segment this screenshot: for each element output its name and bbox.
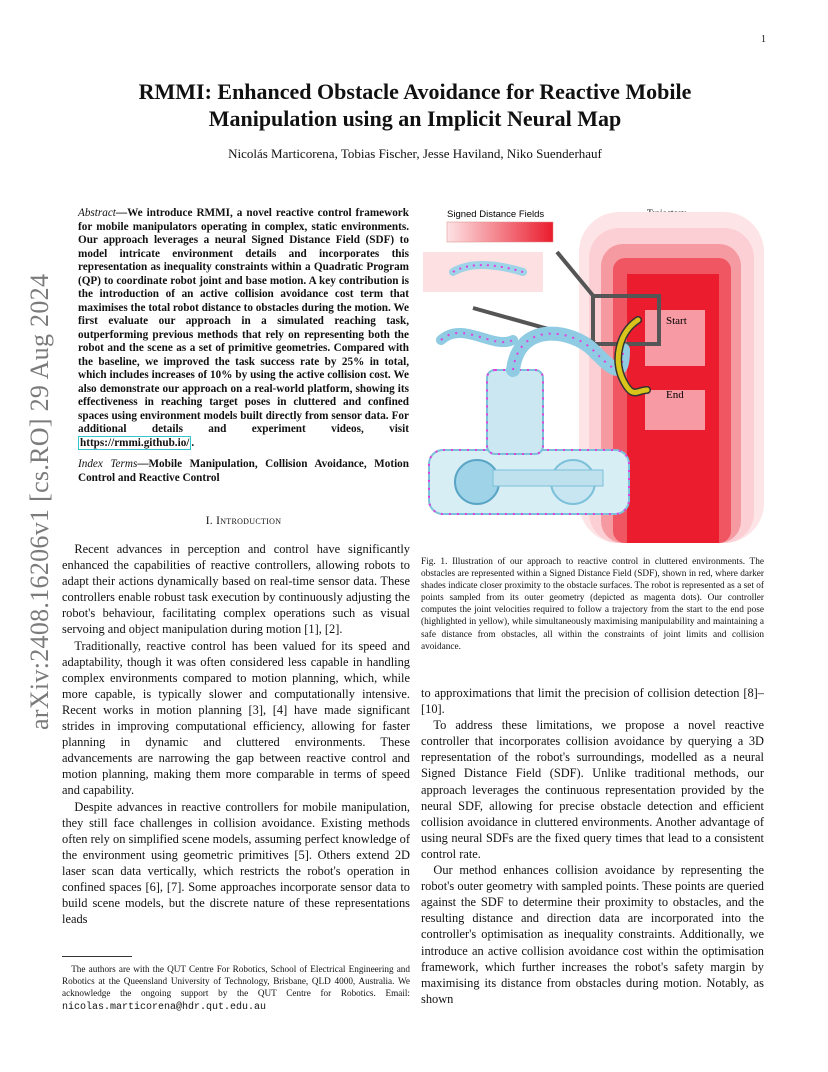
authors: Nicolás Marticorena, Tobias Fischer, Jesse Haviland, Niko Suenderhauf — [228, 146, 602, 161]
index-terms — [78, 458, 409, 485]
legend-sdf-swatch — [447, 222, 553, 242]
paragraph: Despite advances in reactive controllers for mobile manipulation, they still face challenges in collision avoidance. Existing methods often rely on simplified scene models, assuming perfect knowledge of the environment using geometric primitives [5]. Others extend 2D laser scan data vertically, which restricts the robot's operation in confined spaces [6], [7]. Some approaches incorporate sensor data to build scene models, but the discrete nature of these representations leads — [62, 799, 410, 927]
abstract-label: Abstract — [78, 207, 116, 219]
paragraph: Recent advances in perception and control have significantly enhanced the capabilities of reactive controllers, allowing robots to adapt their actions dynamically based on real-time sensor data. These controllers enable robust task execution by continuously adjusting the robot's behaviour, facilitating complex operations such as visual servoing and object manipulation during motion [1], [2]. — [62, 542, 410, 637]
robot-base-rail — [493, 470, 603, 486]
paragraph: To address these limitations, we propose a novel reactive controller that incorporates collision avoidance by querying a 3D representation of the robot's surroundings, modelled as a neural Signed Distance Field (SDF). Unlike traditional methods, our approach leverages the continuous representation provided by the neural SDF, allowing for precise obstacle detection and efficient collision avoidance in cluttered environments. Another advantage of using neural SDFs are the fixed query times that lead to a consistent control rate. — [421, 718, 764, 861]
section-heading: I. Introduction — [205, 515, 282, 527]
robot-base-wheel — [455, 460, 499, 504]
footnote-email[interactable]: nicolas.marticorena@hdr.qut.edu.au — [62, 1001, 267, 1013]
title-line-1: RMMI: Enhanced Obstacle Avoidance for Reactive Mobile — [138, 79, 692, 104]
paragraph: Traditionally, reactive control has been valued for its speed and adaptability, though it was often considered less capable in handling complex environments compared to motion planning, which, while more capable, is typically slower and computationally intensive. Recent works in motion planning [3], [4] have made significant strides in improving computational efficiency, allowing for faster planning in dynamic and cluttered environments. These advancements are narrowing the gap between reactive control and motion planning, making them more comparable in terms of speed and capability. — [62, 638, 410, 798]
abstract-text: —We introduce RMMI, a novel reactive control framework for mobile manipulators operating in complex, static environments. Our approach leverages a neural Signed Distance Field (SDF) to model intricate environment details and incorporates this representation as inequality constraints within a Quadratic Program (QP) to coordinate robot joint and base motion. A key contribution is the introduction of an active collision avoidance cost term that maximises the total robot distance to obstacles during the motion. We first evaluate our approach in a simulated reaching task, outperforming previous methods that rely on representing both the robot and the scene as a set of primitive geometries. Compared with the baseline, we improved the task success rate by 25% in total, which includes increases of 10% by using the active collision cost. We also demonstrate our approach on a real-world platform, showing its effectiveness in reaching target poses in cluttered and confined spaces using environment models built directly from sensor data. For additional details and experiment videos, visit — [78, 207, 409, 435]
abstract — [78, 207, 409, 450]
paragraph: to approximations that limit the precision of collision detection [8]–[10]. — [421, 686, 764, 717]
paragraph: Our method enhances collision avoidance by representing the robot's outer geometry with sampled points. These points are queried against the SDF to determine their proximity to obstacles, and the resulting distance and direction data are incorporated into the controller's optimisation as inequality constraints. Additionally, we introduce an active collision avoidance cost within the optimisation framework, which further increases the robot's safety margin by maximising its distance from obstacles during motion. Notably, as shown — [421, 863, 764, 1006]
left-column-body — [62, 541, 410, 927]
index-label: Index Terms — [78, 458, 138, 470]
abstract-end: . — [191, 436, 195, 449]
robot-second-arm — [441, 333, 513, 342]
footnote-text: The authors are with the QUT Centre For Robotics, School of Electrical Engineering and Robotics at the Queensland University of Technology, Brisbane, QLD 4000, Australia. We acknowledge the ongoing support by the QUT Centre for Robotics. Email: — [62, 964, 410, 999]
index-text: —Mobile Manipulation, Collision Avoidance, Motion Control and Reactive Control — [78, 458, 409, 484]
title-line-2: Manipulation using an Implicit Neural Map — [208, 106, 622, 131]
robot-torso — [487, 370, 543, 454]
paper-title — [90, 78, 740, 132]
right-column-body — [421, 685, 764, 1007]
start-label: Start — [666, 315, 687, 327]
project-link[interactable]: https://rmmi.github.io/ — [80, 436, 190, 449]
figure-1 — [423, 200, 766, 543]
arxiv-stamp: arXiv:2408.16206v1 [cs.RO] 29 Aug 2024 — [25, 273, 54, 730]
legend-sdf-label: Signed Distance Fields — [447, 209, 545, 220]
footnote-rule — [62, 956, 132, 957]
end-label: End — [666, 389, 684, 401]
figure-caption: Fig. 1. Illustration of our approach to reactive control in cluttered environments. The obstacles are represented within a Signed Distance Field (SDF), shown in red, where darker shades indicate closer proximity to the obstacle surfaces. The robot is represented as a set of points sampled from its outer geometry (depicted as magenta dots). Our controller computes the joint velocities required to follow a trajectory from the start to the end pose (highlighted in yellow), while simultaneously maximising manipulability and maintaining a safe distance from obstacles, all within the constraints of joint limits and collision avoidance. — [421, 557, 764, 652]
footnote — [62, 963, 410, 1014]
page-number: 1 — [761, 34, 766, 45]
